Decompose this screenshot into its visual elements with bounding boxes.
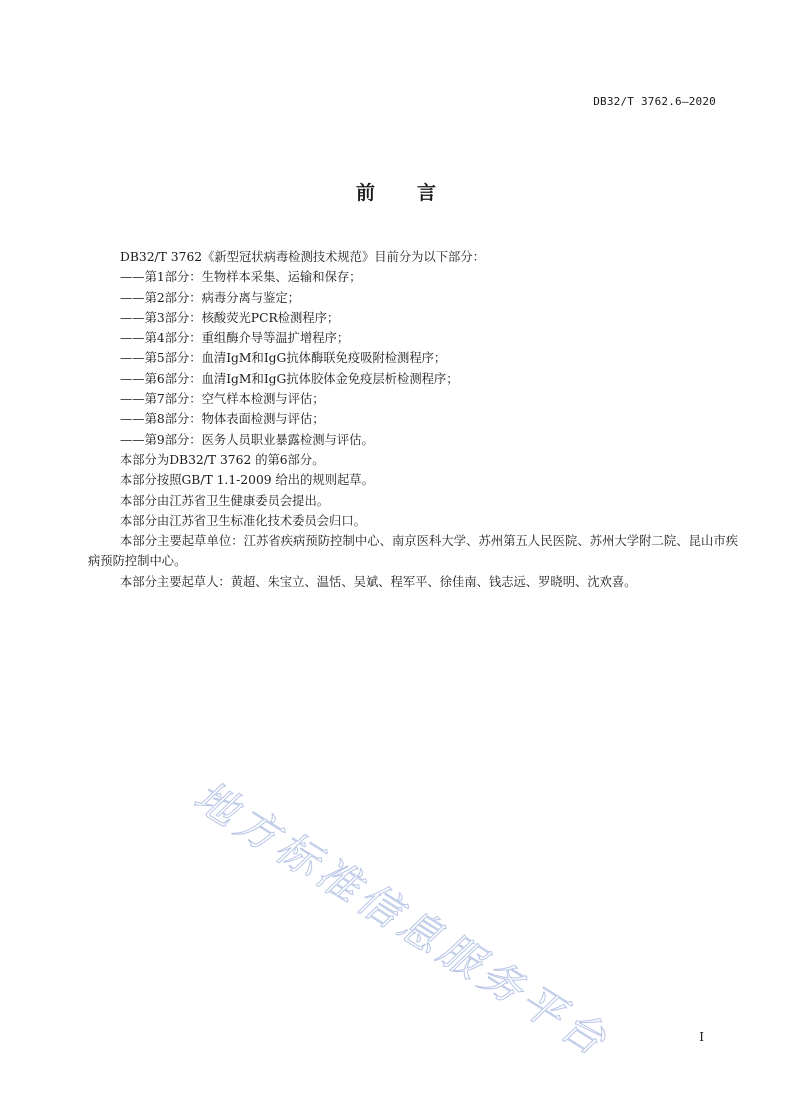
foreword-body — [88, 247, 738, 592]
part-list-item: ——第2部分：病毒分离与鉴定； — [120, 290, 300, 305]
document-code-header: DB32/T 3762.6—2020 — [593, 95, 716, 108]
statement-paragraph: 本部分为DB32/T 3762 的第6部分。 — [120, 452, 325, 467]
statement-paragraph: 本部分由江苏省卫生标准化技术委员会归口。 — [120, 513, 366, 528]
part-list-item: ——第9部分：医务人员职业暴露检测与评估。 — [120, 432, 374, 447]
part-list-item: ——第8部分：物体表面检测与评估； — [120, 412, 325, 427]
part-list-item: ——第7部分：空气样本检测与评估； — [120, 392, 325, 407]
statement-paragraph: 本部分按照GB/T 1.1-2009 给出的规则起草。 — [120, 473, 374, 488]
statement-paragraph: 本部分由江苏省卫生健康委员会提出。 — [120, 493, 330, 508]
drafting-units-paragraph: 本部分主要起草单位：江苏省疾病预防控制中心、南京医科大学、苏州第五人民医院、苏州大学附二院、昆山市疾病预防控制中心。 — [88, 534, 738, 569]
watermark: 地方标准信息服务平台 — [185, 771, 619, 1068]
part-list-item: ——第6部分：血清IgM和IgG抗体胶体金免疫层析检测程序； — [120, 371, 459, 386]
page-number: I — [699, 1030, 704, 1044]
part-list-item: ——第1部分：生物样本采集、运输和保存； — [120, 270, 362, 285]
intro-paragraph: DB32/T 3762《新型冠状病毒检测技术规范》目前分为以下部分： — [120, 250, 485, 264]
part-list-item: ——第5部分：血清IgM和IgG抗体酶联免疫吸附检测程序； — [120, 351, 447, 366]
title-char-1: 前 — [355, 182, 375, 204]
page-title — [0, 178, 792, 205]
part-list-item: ——第4部分：重组酶介导等温扩增程序； — [120, 331, 350, 346]
part-list-item: ——第3部分：核酸荧光PCR检测程序； — [120, 310, 340, 325]
title-char-2: 言 — [417, 182, 437, 204]
drafters-paragraph: 本部分主要起草人：黄超、朱宝立、温恬、吴斌、程军平、徐佳南、钱志远、罗晓明、沈欢喜。 — [120, 574, 637, 589]
